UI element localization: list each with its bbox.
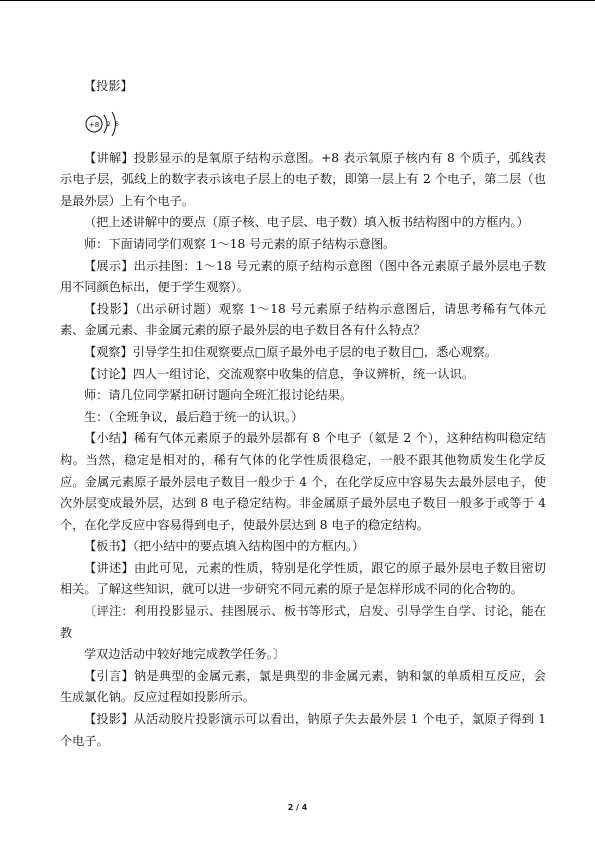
page-number: 2 / 4 [287,803,308,812]
paragraph-summary: 【小结】稀有气体元素原子的最外层都有 8 个电子（氦是 2 个），这种结构叫稳定结构。当然，稳定是相对的，稀有气体的化学性质很稳定，一般不跟其他物质发生化学反应。金属元素原子最外层电子数目一般少于 4 个，在化学反应中容易失去最外层电子，使次外层变成最外层，达到 8 电子稳定结构。非金属原子最外层电子数目一般多于或等于 4 个，在化学反应中容易得到电子，使最外层达到 8 电子的稳定结构。 [60,431,546,532]
paragraph-board: 【板书】（把小结中的要点填入结构图中的方框内。） [84,539,365,554]
paragraph-lecture: 【讲解】投影显示的是氧原子结构示意图。+8 表示氧原子核内有 8 个质子，弧线表示电子层，弧线上的数字表示该电子层上的电子数，即第一层上有 2 个电子，第二层（也是最外层）上有个电子。 [60,150,546,208]
commentary-line-1: 〔评注：利用投影显示、挂图展示、板书等形式，启发、引导学生自学、讨论，能在教 [60,604,546,640]
nucleus-label: +8 [88,120,100,129]
projection-heading: 【投影】 [84,79,133,93]
paragraph-teacher-report: 师：请几位同学紧扣研讨题向全班汇报讨论结果。 [84,388,353,403]
paragraph-projection-question: 【投影】（出示研讨题）观察 1～18 号元素原子结构示意图后，请思考稀有气体元素、金属元素、非金属元素的原子最外层的电子数目各有什么特点？ [60,301,546,338]
paragraph-display: 【展示】出示挂图：1～18 号元素的原子结构示意图（图中各元素原子最外层电子数用不同颜色标出，便于学生观察）。 [60,258,546,295]
oxygen-atom-diagram [84,102,546,142]
shell-2-count: 6 [115,120,119,128]
paragraph-introduction: 【引言】钠是典型的金属元素，氯是典型的非金属元素，钠和氯的单质相互反应，会生成氯化钠。反应过程如投影所示。 [60,668,546,705]
oxygen-atom-svg [84,102,144,142]
paragraph-teacher-observe: 师：下面请同学们观察 1～18 号元素的原子结构示意图。 [84,236,396,251]
paragraph-projection-sodium: 【投影】从活动胶片投影演示可以看出，钠原子失去最外层 1 个电子，氯原子得到 1 个电子。 [60,712,546,748]
top-rule [0,0,595,1]
paragraph-observe: 【观察】引导学生扣住观察要点□原子最外电子层的电子数目□，悉心观察。 [84,344,498,359]
paragraph-discuss: 【讨论】四人一组讨论，交流观察中收集的信息，争议辨析，统一认识。 [84,366,474,381]
paragraph-commentary [60,601,546,666]
paragraph-narration: 【讲述】由此可见，元素的性质，特别是化学性质，跟它的原子最外层电子数目密切相关。了解这些知识，就可以进一步研究不同元素的原子是怎样形成不同的化合物的。 [60,560,546,597]
document-body [60,76,546,752]
commentary-line-2: 学双边活动中较好地完成教学任务。〕 [84,647,286,662]
paragraph-students: 生：（全班争议，最后趋于统一的认识。） [84,409,304,424]
paragraph-fill-board: （把上述讲解中的要点（原子核、电子层、电子数）填入板书结构图中的方框内。） [84,215,529,230]
shell-1-count: 2 [107,120,111,128]
